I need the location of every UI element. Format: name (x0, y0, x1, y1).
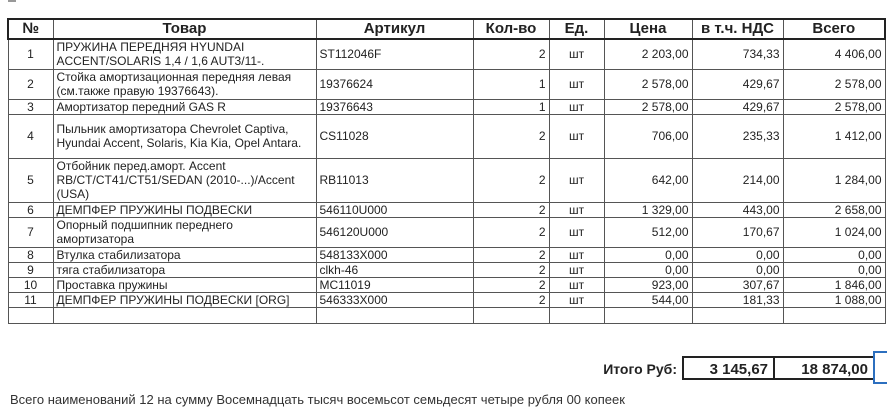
row-name: тяга стабилизатора (53, 262, 316, 277)
row-vat: 734,33 (692, 39, 783, 69)
row-name: ДЕМПФЕР ПРУЖИНЫ ПОДВЕСКИ [ORG] (53, 292, 316, 307)
row-total: 2 578,00 (783, 69, 885, 99)
row-total: 0,00 (783, 262, 885, 277)
selection-focus-ring (873, 351, 887, 384)
header-article: Артикул (316, 19, 473, 39)
row-vat: 429,67 (692, 99, 783, 114)
row-vat: 181,33 (692, 292, 783, 307)
row-qty: 2 (473, 247, 549, 262)
totals-sum[interactable]: 18 874,00 (773, 356, 875, 380)
row-article: 546110U000 (316, 202, 473, 217)
row-vat: 307,67 (692, 277, 783, 292)
empty-cell (604, 307, 692, 323)
table-row (8, 158, 885, 202)
table-row (8, 292, 885, 307)
header-vat: в т.ч. НДС (692, 19, 783, 39)
row-total: 1 412,00 (783, 114, 885, 158)
row-total: 4 406,00 (783, 39, 885, 69)
table-row (8, 114, 885, 158)
row-total: 2 578,00 (783, 99, 885, 114)
row-article: 19376624 (316, 69, 473, 99)
row-qty: 2 (473, 158, 549, 202)
table-row (8, 217, 885, 247)
row-price: 544,00 (604, 292, 692, 307)
row-qty: 2 (473, 39, 549, 69)
empty-cell (8, 307, 53, 323)
table-row (8, 39, 885, 69)
row-total: 0,00 (783, 247, 885, 262)
row-name: ДЕМПФЕР ПРУЖИНЫ ПОДВЕСКИ (53, 202, 316, 217)
empty-cell (549, 307, 604, 323)
row-unit: шт (549, 292, 604, 307)
row-unit: шт (549, 114, 604, 158)
row-price: 512,00 (604, 217, 692, 247)
row-name: Отбойник перед.аморт. Accent RB/CT/CT41/CT51/SEDAN (2010-...)/Accent (USA) (53, 158, 316, 202)
row-vat: 235,33 (692, 114, 783, 158)
row-total: 1 846,00 (783, 277, 885, 292)
header-total: Всего (783, 19, 885, 39)
row-unit: шт (549, 99, 604, 114)
totals-block (7, 356, 875, 384)
row-unit: шт (549, 262, 604, 277)
row-vat: 214,00 (692, 158, 783, 202)
row-num: 11 (8, 292, 53, 307)
header-name: Товар (53, 19, 316, 39)
row-name: Втулка стабилизатора (53, 247, 316, 262)
row-num: 9 (8, 262, 53, 277)
row-price: 2 578,00 (604, 99, 692, 114)
row-num: 10 (8, 277, 53, 292)
row-num: 5 (8, 158, 53, 202)
row-unit: шт (549, 39, 604, 69)
amount-in-words: Всего наименований 12 на сумму Восемнадцать тысяч восемьсот семьдесят четыре рубля 00 копеек (10, 392, 625, 407)
table-row (8, 262, 885, 277)
row-article: CS11028 (316, 114, 473, 158)
row-total: 1 284,00 (783, 158, 885, 202)
row-price: 1 329,00 (604, 202, 692, 217)
totals-vat: 3 145,67 (682, 356, 775, 380)
row-article: ST112046F (316, 39, 473, 69)
row-article: RB11013 (316, 158, 473, 202)
empty-cell (53, 307, 316, 323)
row-total: 1 024,00 (783, 217, 885, 247)
row-vat: 0,00 (692, 247, 783, 262)
row-unit: шт (549, 158, 604, 202)
row-num: 3 (8, 99, 53, 114)
table-header-row (8, 19, 885, 39)
row-price: 2 578,00 (604, 69, 692, 99)
totals-label: Итого Руб: (603, 361, 677, 377)
row-article: 546120U000 (316, 217, 473, 247)
row-price: 706,00 (604, 114, 692, 158)
row-price: 923,00 (604, 277, 692, 292)
row-article: 546333X000 (316, 292, 473, 307)
row-qty: 2 (473, 262, 549, 277)
header-qty: Кол-во (473, 19, 549, 39)
empty-cell (692, 307, 783, 323)
row-total: 2 658,00 (783, 202, 885, 217)
row-name: ПРУЖИНА ПЕРЕДНЯЯ HYUNDAI ACCENT/SOLARIS 1,4 / 1,6 AUT3/11-. (53, 39, 316, 69)
row-vat: 429,67 (692, 69, 783, 99)
row-article: 19376643 (316, 99, 473, 114)
row-article: 548133X000 (316, 247, 473, 262)
row-unit: шт (549, 247, 604, 262)
header-num: № (8, 19, 53, 39)
table-row (8, 99, 885, 114)
row-num: 4 (8, 114, 53, 158)
table-row (8, 247, 885, 262)
row-price: 642,00 (604, 158, 692, 202)
table-row (8, 277, 885, 292)
row-unit: шт (549, 277, 604, 292)
row-num: 6 (8, 202, 53, 217)
row-total: 1 088,00 (783, 292, 885, 307)
invoice-table (7, 18, 886, 324)
row-qty: 1 (473, 99, 549, 114)
row-qty: 2 (473, 202, 549, 217)
header-price: Цена (604, 19, 692, 39)
row-num: 1 (8, 39, 53, 69)
row-num: 2 (8, 69, 53, 99)
row-num: 8 (8, 247, 53, 262)
table-row (8, 69, 885, 99)
row-name: Опорный подшипник переднего амортизатора (53, 217, 316, 247)
row-qty: 2 (473, 277, 549, 292)
row-article: clkh-46 (316, 262, 473, 277)
row-qty: 2 (473, 217, 549, 247)
empty-cell (473, 307, 549, 323)
empty-cell (316, 307, 473, 323)
row-article: MC11019 (316, 277, 473, 292)
row-name: Пыльник амортизатора Chevrolet Captiva, Hyundai Accent, Solaris, Kia Kia, Opel Antara. (53, 114, 316, 158)
row-qty: 2 (473, 114, 549, 158)
row-name: Проставка пружины (53, 277, 316, 292)
row-unit: шт (549, 69, 604, 99)
row-price: 0,00 (604, 247, 692, 262)
header-unit: Ед. (549, 19, 604, 39)
row-unit: шт (549, 217, 604, 247)
row-num: 7 (8, 217, 53, 247)
row-price: 0,00 (604, 262, 692, 277)
row-price: 2 203,00 (604, 39, 692, 69)
page-edge-mark (8, 0, 16, 2)
row-qty: 2 (473, 292, 549, 307)
row-qty: 1 (473, 69, 549, 99)
row-name: Амортизатор передний GAS R (53, 99, 316, 114)
row-vat: 443,00 (692, 202, 783, 217)
row-vat: 0,00 (692, 262, 783, 277)
row-unit: шт (549, 202, 604, 217)
table-row-empty (8, 307, 885, 323)
row-vat: 170,67 (692, 217, 783, 247)
table-row (8, 202, 885, 217)
row-name: Стойка амортизационная передняя левая (см.также правую 19376643). (53, 69, 316, 99)
empty-cell (783, 307, 885, 323)
